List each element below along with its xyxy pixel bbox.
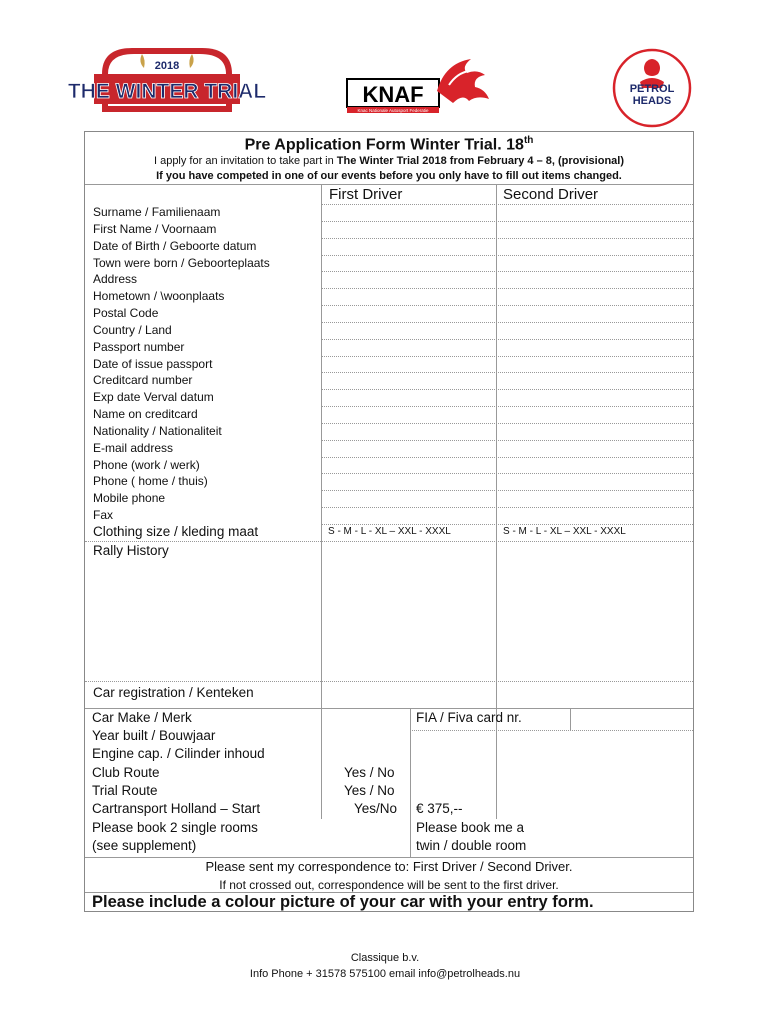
second-driver-field[interactable] bbox=[497, 289, 693, 305]
second-driver-field[interactable] bbox=[497, 306, 693, 322]
second-driver-field[interactable] bbox=[497, 256, 693, 272]
application-form bbox=[84, 131, 694, 912]
cartransport-label: Cartransport Holland – Start bbox=[92, 801, 261, 816]
year-built-label: Year built / Bouwjaar bbox=[92, 728, 216, 743]
header-logos bbox=[0, 0, 770, 130]
field-label: Hometown / \woonplaats bbox=[93, 289, 225, 304]
car-make-label: Car Make / Merk bbox=[92, 710, 192, 725]
petrol-heads-logo bbox=[612, 48, 692, 128]
book-room-choice[interactable]: twin / double room bbox=[416, 838, 527, 853]
first-driver-field[interactable] bbox=[322, 306, 496, 322]
winter-trial-year: 2018 bbox=[154, 60, 180, 72]
first-driver-field[interactable] bbox=[322, 239, 496, 255]
correspondence-note: If not crossed out, correspondence will be sent to the first driver. bbox=[219, 878, 559, 892]
footer-company: Classique b.v. bbox=[350, 952, 420, 964]
second-driver-field[interactable] bbox=[497, 222, 693, 238]
second-driver-field[interactable] bbox=[497, 323, 693, 339]
trial-route-choice[interactable]: Yes / No bbox=[344, 783, 395, 798]
rooms-label-line2: (see supplement) bbox=[92, 838, 197, 853]
second-driver-field[interactable] bbox=[497, 474, 693, 490]
field-label: Postal Code bbox=[93, 306, 159, 321]
cartransport-price: € 375,-- bbox=[416, 801, 463, 816]
car-registration-label: Car registration / Kenteken bbox=[93, 685, 254, 700]
second-driver-field[interactable] bbox=[497, 508, 693, 524]
second-driver-field[interactable] bbox=[497, 357, 693, 373]
first-driver-header: First Driver bbox=[329, 186, 403, 203]
field-label: Date of Birth / Geboorte datum bbox=[93, 238, 257, 253]
form-title: Pre Application Form Winter Trial. 18th bbox=[244, 135, 534, 154]
second-driver-field[interactable] bbox=[497, 205, 693, 221]
first-driver-field[interactable] bbox=[322, 222, 496, 238]
field-label: First Name / Voornaam bbox=[93, 221, 217, 236]
second-driver-field[interactable] bbox=[497, 441, 693, 457]
clothing-first-options[interactable]: S - M - L - XL – XXL - XXXL bbox=[328, 526, 451, 537]
second-driver-field[interactable] bbox=[497, 373, 693, 389]
first-driver-field[interactable] bbox=[322, 474, 496, 490]
trial-route-label: Trial Route bbox=[92, 783, 158, 798]
first-driver-field[interactable] bbox=[322, 458, 496, 474]
first-driver-field[interactable] bbox=[322, 424, 496, 440]
field-label: Name on creditcard bbox=[93, 407, 198, 422]
field-label: Surname / Familienaam bbox=[93, 205, 221, 219]
first-driver-field[interactable] bbox=[322, 205, 496, 221]
rooms-label-line1: Please book 2 single rooms bbox=[92, 820, 258, 835]
clothing-second-options[interactable]: S - M - L - XL – XXL - XXXL bbox=[503, 526, 626, 537]
cartransport-choice[interactable]: Yes/No bbox=[354, 801, 398, 816]
second-driver-field[interactable] bbox=[497, 239, 693, 255]
knaf-name: KNAF bbox=[362, 82, 424, 107]
first-driver-field[interactable] bbox=[322, 491, 496, 507]
second-driver-field[interactable] bbox=[497, 340, 693, 356]
first-driver-field[interactable] bbox=[322, 441, 496, 457]
second-driver-field[interactable] bbox=[497, 424, 693, 440]
picture-note: Please include a colour picture of your car with your entry form. bbox=[92, 893, 594, 911]
form-intro: I apply for an invitation to take part in The Winter Trial 2018 from February 4 – 8, (provisional) bbox=[153, 155, 625, 167]
engine-cap-label: Engine cap. / Cilinder inhoud bbox=[92, 746, 265, 761]
field-label: Date of issue passport bbox=[93, 356, 213, 371]
first-driver-field[interactable] bbox=[322, 272, 496, 288]
winter-trial-logo bbox=[67, 44, 267, 116]
field-label: Nationality / Nationaliteit bbox=[93, 423, 222, 438]
petrol-heads-line2: HEADS bbox=[632, 95, 672, 107]
first-driver-field[interactable] bbox=[322, 357, 496, 373]
field-label: Town were born / Geboorteplaats bbox=[93, 255, 270, 270]
field-label: Exp date Verval datum bbox=[93, 390, 214, 405]
club-route-choice[interactable]: Yes / No bbox=[344, 765, 395, 780]
field-label: Phone ( home / thuis) bbox=[93, 474, 208, 489]
field-label: Fax bbox=[93, 508, 114, 523]
form-intro-note: If you have competed in one of our events before you only have to fill out items changed. bbox=[156, 170, 622, 182]
book-room-line1: Please book me a bbox=[416, 820, 525, 835]
second-driver-header: Second Driver bbox=[503, 186, 599, 203]
second-driver-field[interactable] bbox=[497, 390, 693, 406]
petrol-heads-line1: PETROL bbox=[629, 83, 675, 95]
rally-history-label: Rally History bbox=[93, 543, 169, 558]
club-route-label: Club Route bbox=[92, 765, 160, 780]
second-driver-field[interactable] bbox=[497, 407, 693, 423]
winter-trial-name: THE WINTER TRIAL bbox=[67, 80, 267, 103]
clothing-size-label: Clothing size / kleding maat bbox=[93, 524, 259, 539]
second-driver-field[interactable] bbox=[497, 491, 693, 507]
first-driver-field[interactable] bbox=[322, 508, 496, 524]
field-label: Passport number bbox=[93, 339, 185, 354]
knaf-logo bbox=[345, 55, 495, 115]
first-driver-field[interactable] bbox=[322, 340, 496, 356]
field-label: Address bbox=[93, 272, 138, 287]
field-label: Mobile phone bbox=[93, 491, 166, 506]
second-driver-field[interactable] bbox=[497, 458, 693, 474]
first-driver-field[interactable] bbox=[322, 373, 496, 389]
first-driver-field[interactable] bbox=[322, 256, 496, 272]
field-label: E-mail address bbox=[93, 440, 174, 455]
first-driver-field[interactable] bbox=[322, 289, 496, 305]
field-label: Country / Land bbox=[93, 322, 172, 337]
footer-contact: Info Phone + 31578 575100 email info@petrolheads.nu bbox=[249, 968, 521, 980]
correspondence-line: Please sent my correspondence to: First Driver / Second Driver. bbox=[205, 859, 573, 874]
field-label: Creditcard number bbox=[93, 373, 193, 388]
first-driver-field[interactable] bbox=[322, 407, 496, 423]
first-driver-field[interactable] bbox=[322, 323, 496, 339]
second-driver-field[interactable] bbox=[497, 272, 693, 288]
fia-card-label: FIA / Fiva card nr. bbox=[416, 710, 522, 725]
first-driver-field[interactable] bbox=[322, 390, 496, 406]
field-label: Phone (work / werk) bbox=[93, 457, 200, 472]
knaf-tagline: Knac Nationale Autosport Federatie bbox=[357, 108, 429, 113]
